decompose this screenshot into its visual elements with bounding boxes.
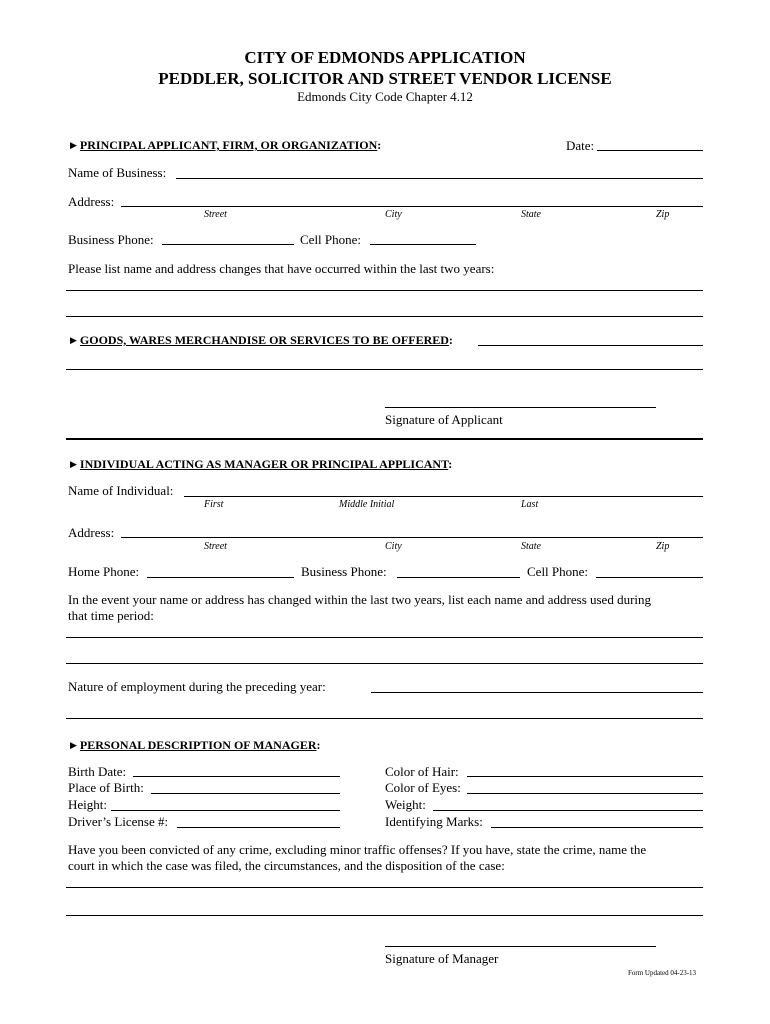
triangle-right-icon: ▶	[70, 335, 77, 345]
birth-date-label: Birth Date:	[68, 764, 127, 779]
conviction-question-line2: court in which the case was filed, the circumstances, and the disposition of the case:	[68, 858, 505, 873]
manager-address-label: Address:	[68, 525, 115, 540]
hair-color-field[interactable]	[467, 776, 703, 777]
conviction-question: Have you been convicted of any crime, excluding minor traffic offenses? If you have, state the crime, name the	[68, 842, 647, 857]
name-changes-line-1[interactable]	[66, 290, 703, 291]
section-personal-description-heading: ▶ PERSONAL DESCRIPTION OF MANAGER:	[70, 738, 321, 752]
drivers-license-field[interactable]	[177, 827, 340, 828]
height-field[interactable]	[111, 810, 340, 811]
triangle-right-icon: ▶	[70, 140, 77, 150]
home-phone-label: Home Phone:	[68, 564, 140, 579]
date-field[interactable]	[597, 150, 703, 151]
state-caption: State	[521, 209, 541, 220]
weight-field[interactable]	[433, 810, 703, 811]
name-changes-line-2[interactable]	[66, 316, 703, 317]
identifying-marks-label: Identifying Marks:	[385, 814, 483, 829]
form-subtitle: Edmonds City Code Chapter 4.12	[297, 89, 473, 104]
triangle-right-icon: ▶	[70, 740, 77, 750]
section-goods-heading: ▶ GOODS, WARES MERCHANDISE OR SERVICES TO BE OFFERED:	[70, 333, 453, 347]
zip-caption: Zip	[656, 541, 670, 552]
city-caption: City	[385, 541, 402, 552]
individual-name-field[interactable]	[184, 496, 703, 497]
business-name-field[interactable]	[176, 178, 703, 179]
name-history-line-2[interactable]	[66, 663, 703, 664]
eye-color-label: Color of Eyes:	[385, 780, 461, 795]
form-updated-note: Form Updated 04-23-13	[628, 969, 697, 977]
zip-caption: Zip	[656, 209, 670, 220]
goods-line-2[interactable]	[66, 369, 703, 370]
manager-address-field[interactable]	[121, 537, 703, 538]
state-caption: State	[521, 541, 541, 552]
home-phone-field[interactable]	[147, 577, 294, 578]
employment-field[interactable]	[371, 692, 703, 693]
manager-signature-line[interactable]	[385, 946, 656, 947]
business-phone-field[interactable]	[162, 244, 294, 245]
address-label: Address:	[68, 194, 115, 209]
name-history-line-1[interactable]	[66, 637, 703, 638]
first-caption: First	[204, 499, 224, 510]
drivers-license-label: Driver’s License #:	[68, 814, 169, 829]
manager-signature-label: Signature of Manager	[385, 951, 499, 966]
section-principal-applicant-heading: ▶ PRINCIPAL APPLICANT, FIRM, OR ORGANIZATION:	[70, 138, 382, 152]
business-name-label: Name of Business:	[68, 165, 167, 180]
employment-label: Nature of employment during the preceding year:	[68, 679, 326, 694]
street-caption: Street	[204, 541, 227, 552]
form-title-line2: PEDDLER, SOLICITOR AND STREET VENDOR LICENSE	[158, 69, 612, 88]
manager-cell-phone-label: Cell Phone:	[527, 564, 589, 579]
conviction-line-1[interactable]	[66, 887, 703, 888]
applicant-signature-line[interactable]	[385, 407, 656, 408]
name-changes-label: Please list name and address changes that have occurred within the last two years:	[68, 261, 495, 276]
place-of-birth-label: Place of Birth:	[68, 780, 144, 795]
individual-name-label: Name of Individual:	[68, 483, 174, 498]
date-label: Date:	[566, 138, 595, 153]
cell-phone-field[interactable]	[370, 244, 476, 245]
section-divider	[66, 438, 703, 440]
identifying-marks-field[interactable]	[491, 827, 703, 828]
last-caption: Last	[521, 499, 539, 510]
conviction-line-2[interactable]	[66, 915, 703, 916]
hair-color-label: Color of Hair:	[385, 764, 459, 779]
section-manager-heading: ▶ INDIVIDUAL ACTING AS MANAGER OR PRINCIPAL APPLICANT:	[70, 457, 453, 471]
birth-date-field[interactable]	[133, 776, 340, 777]
address-field[interactable]	[121, 206, 703, 207]
goods-field[interactable]	[478, 345, 703, 346]
manager-cell-phone-field[interactable]	[596, 577, 703, 578]
weight-label: Weight:	[385, 797, 426, 812]
form-title: CITY OF EDMONDS APPLICATION	[244, 48, 526, 67]
city-caption: City	[385, 209, 402, 220]
name-history-label-line2: that time period:	[68, 608, 154, 623]
place-of-birth-field[interactable]	[151, 793, 340, 794]
applicant-signature-label: Signature of Applicant	[385, 412, 503, 427]
triangle-right-icon: ▶	[70, 459, 77, 469]
name-history-label: In the event your name or address has changed within the last two years, list each name and address used during	[68, 592, 652, 607]
manager-business-phone-field[interactable]	[397, 577, 520, 578]
cell-phone-label: Cell Phone:	[300, 232, 362, 247]
height-label: Height:	[68, 797, 107, 812]
manager-business-phone-label: Business Phone:	[301, 564, 387, 579]
eye-color-field[interactable]	[467, 793, 703, 794]
middle-initial-caption: Middle Initial	[339, 499, 395, 510]
street-caption: Street	[204, 209, 227, 220]
employment-line-2[interactable]	[66, 718, 703, 719]
business-phone-label: Business Phone:	[68, 232, 154, 247]
